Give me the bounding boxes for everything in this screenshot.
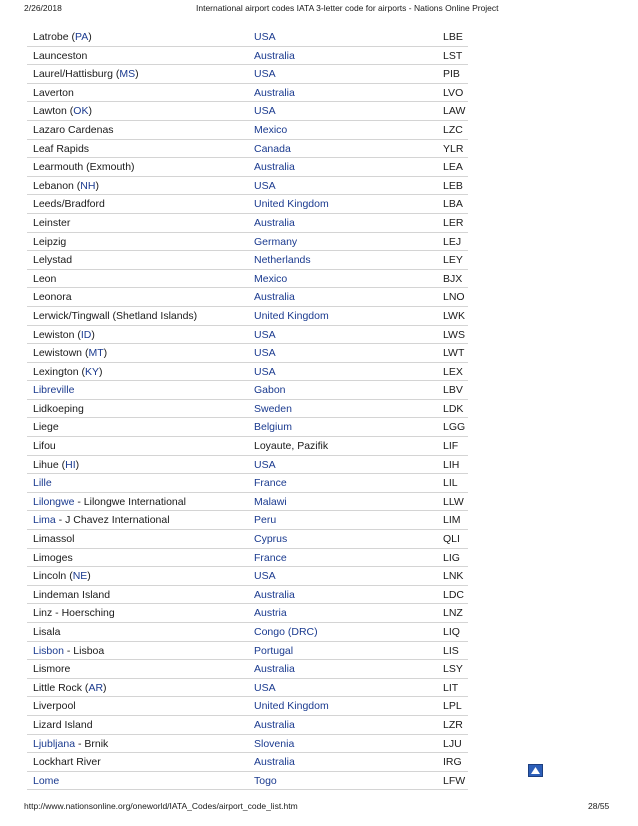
city-text: ): [98, 365, 103, 378]
iata-code: PIB: [443, 68, 460, 81]
city-link[interactable]: Lima: [33, 514, 56, 527]
country-link[interactable]: Cyprus: [254, 533, 288, 546]
city-link[interactable]: Ljubljana: [33, 737, 76, 750]
city-cell: [33, 384, 74, 396]
table-row: [27, 47, 468, 66]
city-cell: [33, 663, 70, 675]
city-text: Lelystad: [33, 254, 73, 267]
iata-code: LAW: [443, 105, 466, 118]
table-row: [27, 586, 468, 605]
city-cell: [33, 738, 108, 750]
iata-code: LPL: [443, 700, 462, 713]
city-text: Lerwick/Tingwall (Shetland Islands): [33, 309, 198, 322]
country-link[interactable]: Canada: [254, 142, 291, 155]
iata-code: LEB: [443, 179, 463, 192]
city-text: - Brnik: [75, 737, 109, 750]
iata-code: LSY: [443, 663, 463, 676]
table-row: [27, 567, 468, 586]
table-row: [27, 660, 468, 679]
city-text: Lewiston (: [33, 328, 81, 341]
city-text: Lockhart River: [33, 756, 101, 769]
city-cell: [33, 310, 197, 322]
country-link[interactable]: United Kingdom: [254, 309, 329, 322]
iata-code: LEJ: [443, 235, 462, 248]
city-link[interactable]: AR: [88, 681, 104, 694]
city-text: Lincoln (: [33, 570, 73, 583]
city-text: Lidkoeping: [33, 402, 84, 415]
table-row: [27, 437, 468, 456]
city-cell: [33, 50, 87, 62]
country-link[interactable]: Belgium: [254, 421, 292, 434]
table-row: [27, 65, 468, 84]
city-text: ): [91, 328, 95, 341]
city-cell: [33, 775, 59, 787]
table-row: [27, 28, 468, 47]
city-cell: [33, 105, 92, 117]
country-link[interactable]: USA: [254, 570, 276, 583]
city-text: Leinster: [33, 216, 71, 229]
table-row: [27, 381, 468, 400]
table-row: [27, 251, 468, 270]
city-cell: [33, 291, 72, 303]
iata-code: LIM: [443, 514, 461, 527]
city-cell: [33, 254, 72, 266]
country-link[interactable]: Germany: [254, 235, 298, 248]
page-url: http://www.nationsonline.org/oneworld/IATA_Codes/airport_code_list.htm: [24, 801, 298, 811]
iata-code: LWT: [443, 347, 465, 360]
table-row: [27, 288, 468, 307]
iata-code: LNK: [443, 570, 464, 583]
country-link[interactable]: United Kingdom: [254, 198, 329, 211]
city-text: ): [103, 347, 108, 360]
city-cell: [33, 421, 59, 433]
city-text: - Lilongwe International: [74, 495, 186, 508]
city-cell: [33, 514, 170, 526]
city-text: Laverton: [33, 86, 74, 99]
iata-code: YLR: [443, 142, 464, 155]
city-cell: [33, 217, 70, 229]
city-link[interactable]: HI: [65, 458, 76, 471]
city-cell: [33, 403, 84, 415]
country-link[interactable]: USA: [254, 105, 276, 118]
city-text: Laurel/Hattisburg (: [33, 68, 120, 81]
iata-code: LZR: [443, 718, 463, 731]
country-link[interactable]: Australia: [254, 718, 295, 731]
print-date: 2/26/2018: [24, 3, 62, 13]
city-link[interactable]: NE: [72, 570, 88, 583]
iata-code: LIH: [443, 458, 460, 471]
table-row: [27, 642, 468, 661]
city-cell: [33, 552, 73, 564]
city-text: Learmouth (Exmouth): [33, 161, 135, 174]
iata-code: LZC: [443, 123, 463, 136]
city-text: Lindeman Island: [33, 588, 111, 601]
city-text: - J Chavez International: [55, 514, 170, 527]
city-link[interactable]: OK: [73, 105, 89, 118]
table-row: [27, 400, 468, 419]
city-text: Linz - Hoersching: [33, 607, 115, 620]
city-text: - Lisboa: [63, 644, 105, 657]
city-cell: [33, 607, 115, 619]
city-text: Lizard Island: [33, 718, 93, 731]
table-row: [27, 549, 468, 568]
country-link[interactable]: USA: [254, 347, 276, 360]
table-row: [27, 697, 468, 716]
table-row: [27, 307, 468, 326]
print-header: [0, 3, 638, 17]
city-text: Lawton (: [33, 105, 74, 118]
city-text: Liverpool: [33, 700, 76, 713]
city-link[interactable]: Lille: [33, 477, 52, 490]
country-link[interactable]: Netherlands: [254, 254, 311, 267]
city-link[interactable]: Lisbon: [33, 644, 64, 657]
table-row: [27, 474, 468, 493]
iata-code: LBA: [443, 198, 463, 211]
table-row: [27, 84, 468, 103]
iata-code: LWS: [443, 328, 465, 341]
city-text: Lebanon (: [33, 179, 81, 192]
page-title: International airport codes IATA 3-letter code for airports - Nations Online Project: [196, 3, 499, 13]
city-cell: [33, 366, 102, 378]
city-cell: [33, 626, 60, 638]
airport-code-table: [27, 28, 468, 790]
city-cell: [33, 329, 95, 341]
country-link[interactable]: Mexico: [254, 123, 288, 136]
city-link[interactable]: MS: [119, 68, 136, 81]
table-row: [27, 195, 468, 214]
country-link[interactable]: Australia: [254, 291, 295, 304]
city-text: Leon: [33, 272, 57, 285]
iata-code: LLW: [443, 495, 464, 508]
table-row: [27, 735, 468, 754]
iata-code: LIS: [443, 644, 459, 657]
country-link[interactable]: Togo: [254, 774, 277, 787]
city-link[interactable]: Lome: [33, 774, 60, 787]
iata-code: IRG: [443, 756, 462, 769]
city-link[interactable]: ID: [80, 328, 92, 341]
table-row: [27, 623, 468, 642]
table-row: [27, 102, 468, 121]
city-cell: [33, 198, 105, 210]
country-link[interactable]: Peru: [254, 514, 277, 527]
city-cell: [33, 756, 101, 768]
country-link[interactable]: Australia: [254, 216, 295, 229]
city-text: Little Rock (: [33, 681, 89, 694]
table-row: [27, 456, 468, 475]
city-cell: [33, 589, 110, 601]
city-text: Leeds/Bradford: [33, 198, 105, 211]
city-text: Limassol: [33, 533, 75, 546]
city-text: ): [103, 681, 107, 694]
table-row: [27, 418, 468, 437]
iata-code: LIT: [443, 681, 459, 694]
city-link[interactable]: Libreville: [33, 384, 75, 397]
iata-code: LEY: [443, 254, 463, 267]
table-row: [27, 326, 468, 345]
country-link[interactable]: Australia: [254, 588, 295, 601]
table-row: [27, 753, 468, 772]
city-text: Lismore: [33, 663, 71, 676]
country-link[interactable]: USA: [254, 365, 276, 378]
city-text: Lewistown (: [33, 347, 89, 360]
up-arrow-icon: [530, 766, 541, 775]
country-link[interactable]: Slovenia: [254, 737, 295, 750]
city-cell: [33, 533, 74, 545]
city-text: Lifou: [33, 440, 56, 453]
city-text: Leipzig: [33, 235, 67, 248]
country-link[interactable]: USA: [254, 458, 276, 471]
table-row: [27, 716, 468, 735]
table-row: [27, 121, 468, 140]
country-link[interactable]: Australia: [254, 756, 295, 769]
country-link[interactable]: USA: [254, 681, 276, 694]
city-cell: [33, 570, 91, 582]
city-text: Leonora: [33, 291, 72, 304]
iata-code: QLI: [443, 533, 460, 546]
city-text: Latrobe (: [33, 31, 76, 43]
table-row: [27, 140, 468, 159]
city-text: Lazaro Cardenas: [33, 123, 114, 136]
table-row: [27, 363, 468, 382]
city-text: ): [95, 179, 99, 192]
iata-code: LEX: [443, 365, 463, 378]
city-text: ): [88, 31, 92, 43]
table-row: [27, 772, 468, 791]
city-link[interactable]: Lilongwe: [33, 495, 75, 508]
city-text: Launceston: [33, 49, 88, 62]
city-cell: [33, 124, 114, 136]
city-text: Limoges: [33, 551, 73, 564]
table-row: [27, 679, 468, 698]
iata-code: LDK: [443, 402, 464, 415]
city-cell: [33, 180, 99, 192]
country-link[interactable]: Australia: [254, 161, 295, 174]
country-link[interactable]: USA: [254, 328, 276, 341]
city-text: ): [135, 68, 139, 81]
iata-code: LGG: [443, 421, 466, 434]
city-cell: [33, 682, 107, 694]
country-link[interactable]: Gabon: [254, 384, 286, 397]
city-cell: [33, 236, 66, 248]
iata-code: LNZ: [443, 607, 463, 620]
iata-code: LEA: [443, 161, 463, 174]
city-text: Leaf Rapids: [33, 142, 90, 155]
table-row: [27, 158, 468, 177]
city-text: Lexington (: [33, 365, 85, 378]
iata-code: LFW: [443, 774, 466, 787]
iata-code: LST: [443, 49, 463, 62]
country-link[interactable]: United Kingdom: [254, 700, 329, 713]
city-link[interactable]: PA: [75, 31, 89, 43]
country-link[interactable]: USA: [254, 68, 276, 81]
city-cell: [33, 645, 104, 657]
table-row: [27, 233, 468, 252]
city-cell: [33, 31, 92, 43]
city-cell: [33, 347, 107, 359]
city-cell: [33, 87, 74, 99]
country-link[interactable]: USA: [254, 31, 276, 43]
table-row: [27, 530, 468, 549]
city-text: ): [75, 458, 80, 471]
back-to-top-button[interactable]: [528, 764, 543, 777]
country-link[interactable]: Australia: [254, 663, 295, 676]
city-text: Lisala: [33, 626, 61, 638]
country-link[interactable]: Austria: [254, 607, 287, 620]
country-link[interactable]: Mexico: [254, 272, 288, 285]
city-link[interactable]: MT: [88, 347, 104, 360]
city-cell: [33, 143, 89, 155]
table-row: [27, 604, 468, 623]
iata-code: BJX: [443, 272, 463, 285]
city-cell: [33, 68, 139, 80]
city-link[interactable]: KY: [84, 365, 99, 378]
country-link[interactable]: Malawi: [254, 495, 287, 508]
country-link[interactable]: Portugal: [254, 644, 294, 657]
city-cell: [33, 719, 93, 731]
country-link: Loyaute, Pazifik: [254, 440, 329, 453]
table-row: [27, 493, 468, 512]
iata-code: LWK: [443, 309, 465, 322]
iata-code: LNO: [443, 291, 465, 304]
country-link[interactable]: USA: [254, 179, 276, 192]
iata-code: LVO: [443, 86, 464, 99]
iata-code: LIG: [443, 551, 460, 564]
page-number: 28/55: [588, 801, 610, 811]
table-row: [27, 511, 468, 530]
city-cell: [33, 161, 135, 173]
iata-code: LJU: [443, 737, 462, 750]
country-link[interactable]: Australia: [254, 49, 295, 62]
iata-code: LER: [443, 216, 464, 229]
table-row: [27, 177, 468, 196]
iata-code: LDC: [443, 588, 465, 601]
table-row: [27, 344, 468, 363]
iata-code: LIF: [443, 440, 459, 453]
city-text: ): [88, 105, 92, 118]
city-cell: [33, 700, 76, 712]
iata-code: LBV: [443, 384, 463, 397]
city-cell: [33, 459, 79, 471]
city-text: ): [87, 570, 91, 583]
city-link[interactable]: NH: [80, 179, 96, 192]
iata-code: LIQ: [443, 626, 460, 638]
country-link[interactable]: Congo (DRC): [254, 626, 318, 638]
country-link[interactable]: France: [254, 551, 287, 564]
city-cell: [33, 440, 56, 452]
table-row: [27, 214, 468, 233]
table-row: [27, 270, 468, 289]
country-link[interactable]: Sweden: [254, 402, 292, 415]
city-cell: [33, 496, 186, 508]
city-text: Liege: [33, 421, 59, 434]
iata-code: LIL: [443, 477, 458, 490]
iata-code: LBE: [443, 31, 463, 43]
country-link[interactable]: France: [254, 477, 287, 490]
city-text: Lihue (: [33, 458, 66, 471]
city-cell: [33, 273, 56, 285]
country-link[interactable]: Australia: [254, 86, 295, 99]
city-cell: [33, 477, 52, 489]
